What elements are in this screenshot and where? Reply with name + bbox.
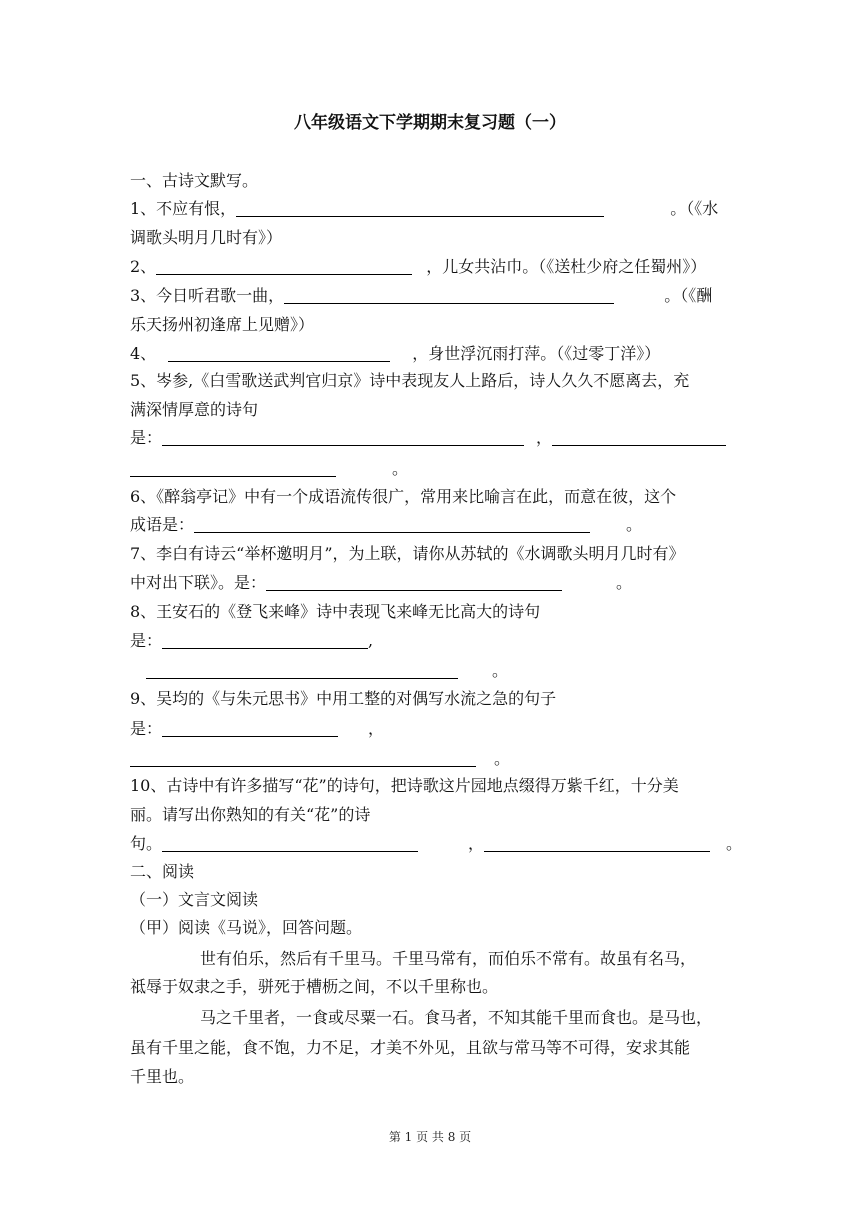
answer-line: 是： ， [130,428,726,448]
section-heading: 一、古诗文默写。 [130,171,259,190]
answer-blank[interactable] [162,720,338,737]
document-title: 八年级语文下学期期末复习题（一） [294,113,566,133]
answer-line: 是： ， [130,719,385,738]
page-footer: 第 1 页 共 8 页 [388,1130,472,1144]
passage-line: 祗辱于奴隶之手，骈死于槽枥之间，不以千里称也。 [130,977,499,996]
question-8: 8、王安石的《登飞来峰》诗中表现飞来峰无比高大的诗句 [130,602,541,621]
answer-blank[interactable] [266,574,562,591]
question-9: 9、吴均的《与朱元思书》中用工整的对偶写水流之急的句子 [130,689,557,708]
answer-blank[interactable] [162,632,368,649]
passage-line: 马之千里者，一食或尽粟一石。食马者，不知其能千里而食也。是马也， [200,1008,713,1027]
answer-line: 成语是： 。 [130,515,643,534]
section-heading: 二、阅读 [130,862,195,881]
answer-blank[interactable] [130,460,336,477]
answer-blank[interactable] [162,835,418,852]
question-text: 乐天扬州初逢席上见赠》） [130,315,315,334]
question-10: 10、古诗中有许多描写“花”的诗句，把诗歌这片园地点缀得万紫千红，十分美 [130,776,679,795]
passage-line: 虽有千里之能，食不饱，力不足，才美不外见，且欲与常马等不可得，安求其能 [130,1038,691,1057]
answer-blank[interactable] [236,200,604,217]
answer-blank[interactable] [484,835,710,852]
passage-line: 世有伯乐，然后有千里马。千里马常有，而伯乐不常有。故虽有名马， [200,949,697,968]
answer-blank[interactable] [156,258,412,275]
question-text: 调歌头明月几时有》） [130,228,283,247]
question-text: 满深情厚意的诗句 [130,400,259,419]
passage-line: 千里也。 [130,1067,195,1086]
subsection-heading: （一）文言文阅读 [130,890,259,909]
subsection-heading: （甲）阅读《马说》，回答问题。 [130,918,363,937]
answer-blank[interactable] [130,750,476,767]
answer-line: 。 [130,749,510,769]
question-6: 6、《醉翁亭记》中有一个成语流传很广，常用来比喻言在此，而意在彼，这个 [130,487,677,506]
answer-line: 。 [130,459,408,479]
answer-blank[interactable] [162,429,524,446]
question-5: 5、岑参,《白雪歌送武判官归京》诗中表现友人上路后，诗人久久不愿离去，充 [130,371,690,390]
question-4: 4、 ，身世浮沉雨打萍。（《过零丁洋》） [130,344,661,363]
answer-line: 是： , [130,631,374,650]
answer-blank[interactable] [552,429,726,446]
answer-line: 句。 ， 。 [130,834,743,853]
question-3: 3、今日听君歌一曲， 。（《酬 [130,286,713,305]
answer-blank[interactable] [146,662,458,679]
answer-blank[interactable] [168,345,390,362]
question-7: 7、李白有诗云“举杯邀明月”，为上联，请你从苏轼的《水调歌头明月几时有》 [130,544,685,563]
answer-line: 中对出下联》。是： 。 [130,573,633,592]
question-1: 1、不应有恨， 。（《水 [130,199,719,218]
answer-blank[interactable] [284,287,614,304]
question-text: 丽。请写出你熟知的有关“花”的诗 [130,805,371,824]
answer-line: 。 [130,661,508,681]
answer-blank[interactable] [194,516,590,533]
question-2: 2、 ，儿女共沾巾。（《送杜少府之任蜀州》） [130,257,707,276]
